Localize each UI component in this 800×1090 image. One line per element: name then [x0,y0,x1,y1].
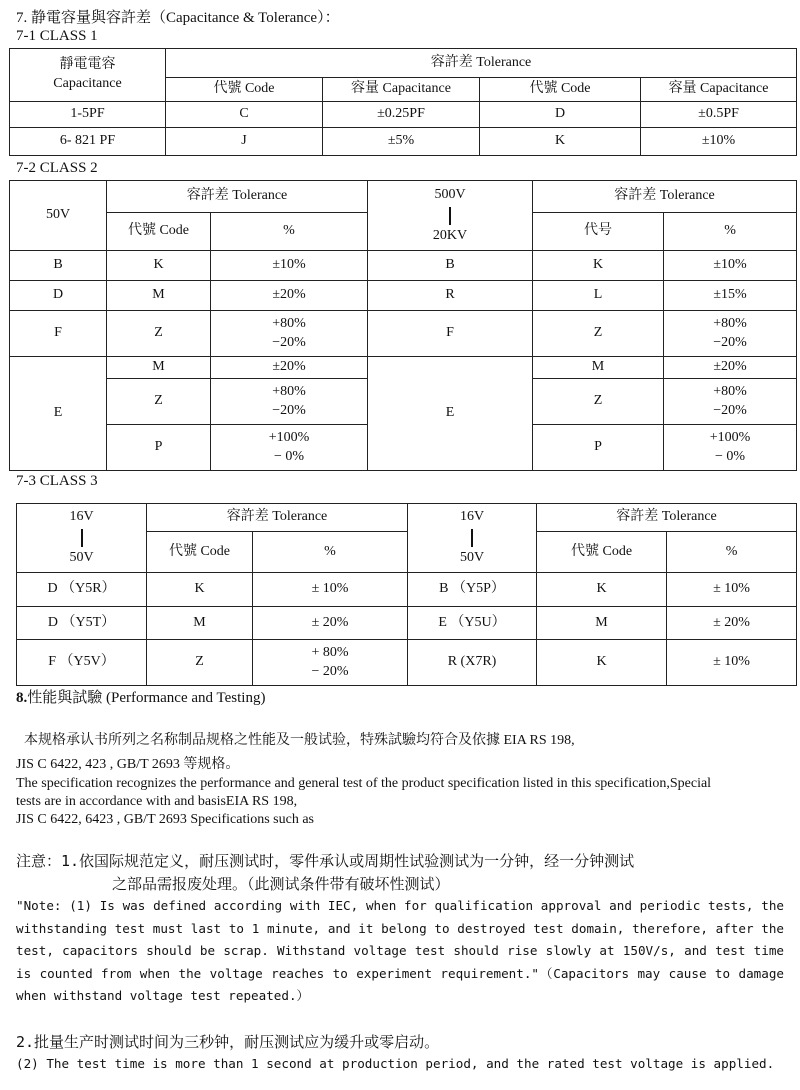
tolerance-minus: −20% [713,334,747,350]
tolerance-minus: − 20% [311,663,349,679]
table-cell: P [533,425,664,471]
code-header: 代號 Code [537,532,667,573]
class-2-label: 7-2 CLASS 2 [16,160,98,176]
table-cell [664,379,797,425]
tolerance-plus: +80% [272,315,306,331]
table-cell: F [10,311,107,357]
class-1-label: 7-1 CLASS 1 [16,28,98,44]
percent-header: % [667,532,797,573]
range-bar [81,529,83,547]
table-cell [664,425,797,471]
table-cell: L [533,281,664,311]
capacitance-header-cn: 靜電電容 [59,57,116,73]
table-cell: Z [533,379,664,425]
voltage-bottom: 50V [459,550,485,565]
class-2-table [9,180,797,471]
table-cell: E [368,357,533,471]
table-cell: ± 10% [253,573,408,607]
tolerance-header: 容許差 Tolerance [107,181,368,213]
tolerance-header: 容許差 Tolerance [533,181,797,213]
table-cell: Z [107,311,211,357]
table-cell [211,425,368,471]
note-en-paragraph: "Note: (1) Is was defined according with IEC, when for qualification approval and periodic tests, the withstanding test must last to 1 minute, and it belong to destroyed test domain, therefore, after the test, capacitors should be scrap. Withstand voltage test should rise slowly at 150V/s, and test time is counted from when the voltage reaches to experiment requirement."（Capacitors may cause to damage when withstand voltage test repeated.） [16,898,784,1004]
section-7-title: 7. 静電容量與容許差（Capacitance & Tolerance）： [16,10,340,26]
table-cell: ±20% [211,281,368,311]
voltage-top: 16V [459,509,485,525]
table-cell: ±20% [664,357,797,379]
table-cell: K [107,251,211,281]
section-number: 8. [16,690,28,706]
spec-paragraph-en: The specification recognizes the performance and general test of the product specification listed in this specification,Special [16,776,712,791]
capacitance-header [10,49,166,102]
section-title-text: 性能與試驗 (Performance and Testing) [27,690,266,706]
table-cell: Z [107,379,211,425]
table-cell: E [10,357,107,471]
table-cell: 1-5PF [10,102,166,128]
voltage-range-500v-20kv [368,181,533,251]
capacitance-header-en: Capacitance [53,76,122,91]
note-cn-line-1: 注意：1.依国际规范定义，耐压测试时，零件承认或周期性试验测试为一分钟，经一分钟测试 [16,852,635,870]
voltage-50v: 50V [10,181,107,251]
tolerance-header: 容許差 Tolerance [147,504,408,532]
class-3-label: 7-3 CLASS 3 [16,473,98,489]
table-cell: 6- 821 PF [10,128,166,156]
tolerance-minus: −20% [713,402,747,418]
table-cell: ± 10% [667,640,797,686]
table-cell: B [368,251,533,281]
spec-paragraph-cn: 本规格承认书所列之名称制品规格之性能及一般试验，特殊試驗均符合及依據 EIA RS 198, [24,733,575,748]
voltage-top: 16V [69,509,94,525]
tolerance-plus: +100% [709,429,751,445]
table-cell: M [533,357,664,379]
percent-header: % [211,213,368,251]
table-cell: M [107,357,211,379]
table-cell [664,311,797,357]
table-cell: E （Y5U） [408,607,537,640]
tolerance-plus: +80% [713,383,747,399]
code-header: 代號 Code [480,78,641,102]
percent-header: % [253,532,408,573]
table-cell: ± 20% [667,607,797,640]
table-cell: K [533,251,664,281]
spec-paragraph-en-cont: tests are in accordance with and basisEIA RS 198, [16,794,298,809]
tolerance-plus: +80% [272,383,306,399]
table-cell: K [480,128,641,156]
tolerance-plus: +80% [713,315,747,331]
table-cell: R (X7R) [408,640,537,686]
table-cell: F [368,311,533,357]
section-8-title [16,686,265,707]
table-cell: D [10,281,107,311]
voltage-bottom: 50V [69,550,94,565]
note-en-line-2: (2) The test time is more than 1 second at production period, and the rated test voltage is applied. [16,1056,775,1071]
voltage-top: 500V [434,186,466,202]
table-cell: ±5% [323,128,480,156]
tolerance-header: 容許差 Tolerance [537,504,797,532]
table-cell: ±20% [211,357,368,379]
table-cell: D [480,102,641,128]
table-cell: ±0.25PF [323,102,480,128]
class-1-table [9,48,797,156]
table-cell: M [107,281,211,311]
table-cell: B [10,251,107,281]
table-cell: Z [147,640,253,686]
range-bar [449,207,451,225]
code-header: 代號 Code [147,532,253,573]
spec-paragraph-cn-cont: JIS C 6422, 423 , GB/T 2693 等规格。 [16,757,240,772]
tolerance-header: 容許差 Tolerance [166,49,797,78]
table-cell: P [107,425,211,471]
table-cell: ±15% [664,281,797,311]
table-cell [211,311,368,357]
voltage-bottom: 20KV [432,227,468,243]
tolerance-minus: −20% [272,402,306,418]
code-header: 代號 Code [107,213,211,251]
table-cell: Z [533,311,664,357]
table-cell: D （Y5T） [17,607,147,640]
tolerance-plus: + 80% [311,644,349,660]
table-cell: F （Y5V） [17,640,147,686]
tolerance-minus: − 0% [273,448,305,464]
table-cell: R [368,281,533,311]
table-cell: M [147,607,253,640]
capacitance-sub-header: 容量 Capacitance [323,78,480,102]
voltage-range-16v-50v [408,504,537,573]
capacitance-sub-header: 容量 Capacitance [641,78,797,102]
table-cell: M [537,607,667,640]
table-cell: ±10% [664,251,797,281]
tolerance-plus: +100% [268,429,310,445]
table-cell: C [166,102,323,128]
table-cell: ±0.5PF [641,102,797,128]
tolerance-minus: − 0% [714,448,746,464]
table-cell [211,379,368,425]
code-header: 代号 [533,213,664,251]
table-cell: K [537,640,667,686]
note-cn-line-2: 之部品需报废处理。（此测试条件带有破坏性测试） [112,875,450,893]
note-cn-line-3: 2.批量生产时测试时间为三秒钟，耐压测试应为缓升或零启动。 [16,1033,440,1051]
table-cell: ± 20% [253,607,408,640]
spec-paragraph-en-cont: JIS C 6422, 6423 , GB/T 2693 Specifications such as [16,812,315,827]
table-cell: D （Y5R） [17,573,147,607]
voltage-range-16v-50v [17,504,147,573]
percent-header: % [664,213,797,251]
range-bar [471,529,473,547]
table-cell: ± 10% [667,573,797,607]
code-header: 代號 Code [166,78,323,102]
table-cell: J [166,128,323,156]
table-cell [253,640,408,686]
table-cell: B （Y5P） [408,573,537,607]
class-3-table [16,503,797,686]
table-cell: ±10% [641,128,797,156]
table-cell: K [537,573,667,607]
table-cell: ±10% [211,251,368,281]
tolerance-minus: −20% [272,334,306,350]
table-cell: K [147,573,253,607]
